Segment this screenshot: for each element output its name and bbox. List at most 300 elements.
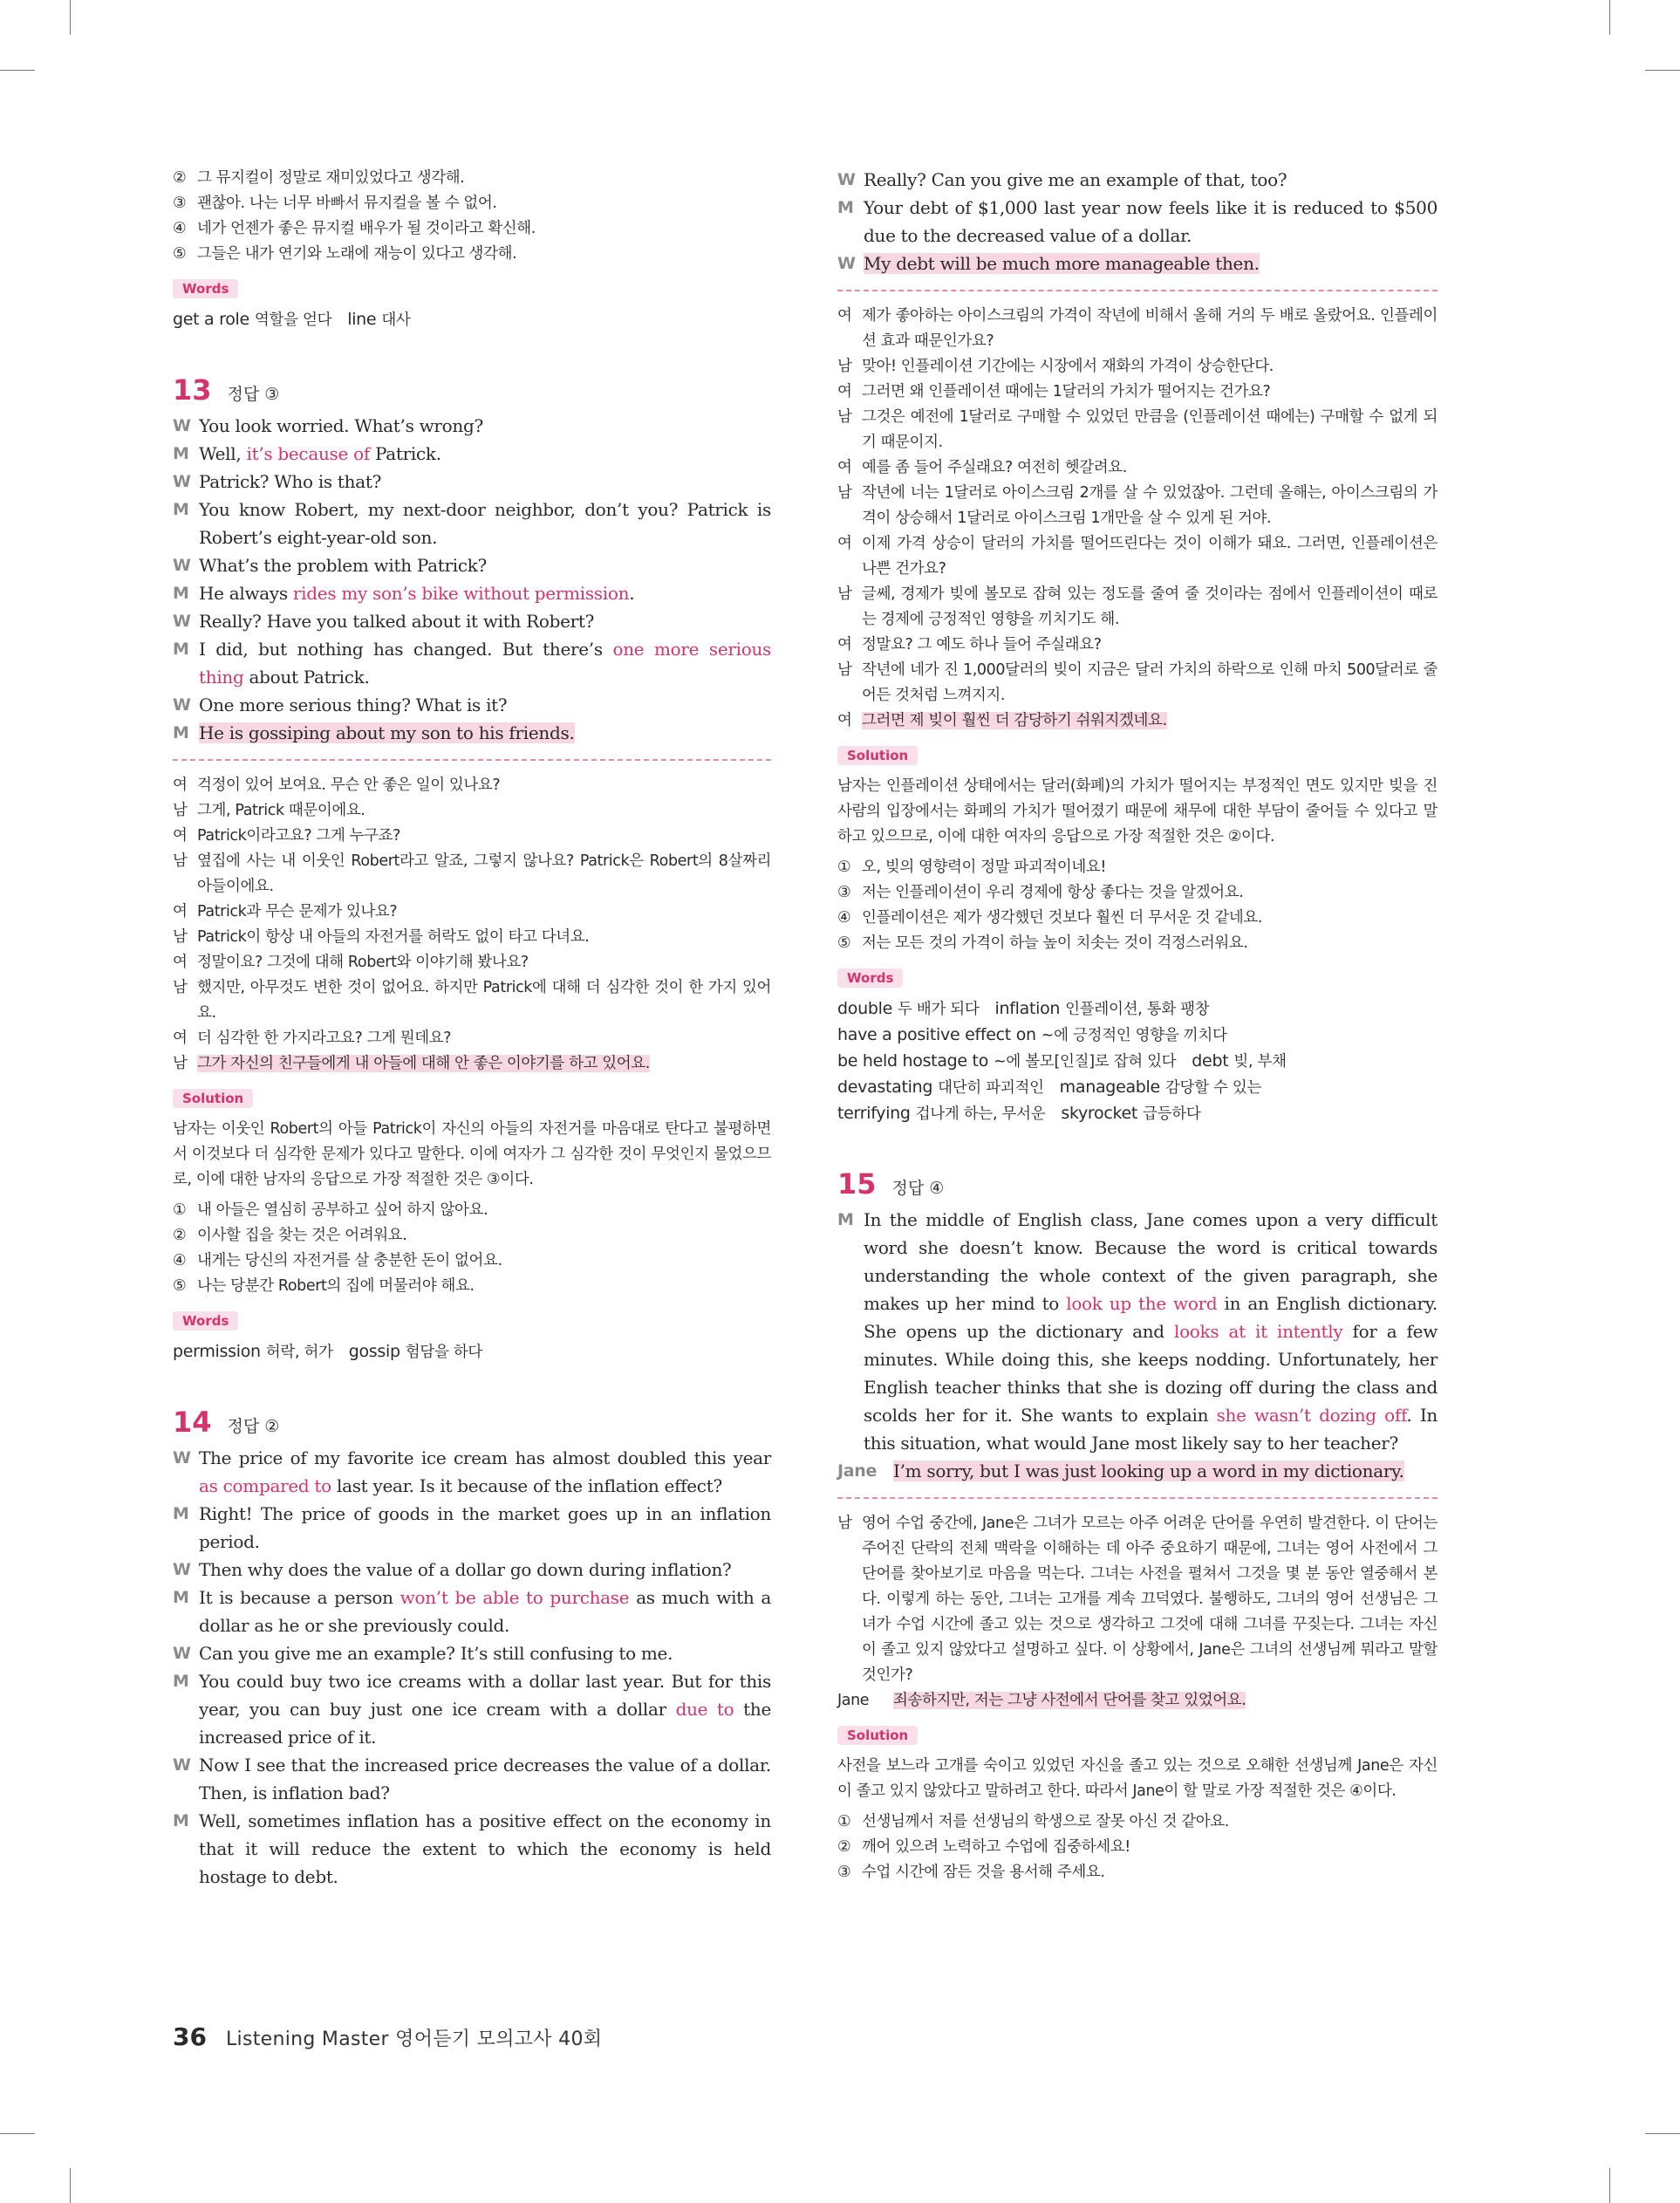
text-run: You look worried. What’s wrong? [199, 415, 483, 436]
text-run: 작년에 네가 진 1,000달러의 빚이 지금은 달러 가치의 하락으로 인해 마치 500달러로 줄어든 것처럼 느껴지지. [862, 661, 1438, 704]
word-meaning: 대단히 파괴적인 [938, 1079, 1044, 1097]
dialogue-text [197, 950, 771, 975]
dialogue-line [173, 950, 771, 975]
text-run: One more serious thing? What is it? [199, 694, 508, 715]
dialogue-text [199, 468, 771, 496]
speaker-label: W [173, 556, 191, 575]
text-run: last year. Is it because of the inflation effect? [331, 1475, 722, 1496]
words-row [837, 1049, 1438, 1075]
q14-solution-badge: Solution [837, 746, 918, 765]
dialogue-text [197, 1051, 771, 1077]
dialogue-text [862, 633, 1438, 658]
speaker-label: 남 [837, 358, 852, 375]
q13-solution-badge: Solution [173, 1089, 253, 1108]
speaker-label: 여 [837, 459, 852, 476]
word-term: debt [1192, 1051, 1229, 1071]
speaker-label: 남 [837, 585, 852, 603]
option-marker: ① [173, 1201, 187, 1219]
q13-korean-script [173, 773, 771, 1077]
dialogue-line [173, 1051, 771, 1077]
q13-solution-text: 남자는 이웃인 Robert의 아들 Patrick이 자신의 아들의 자전거를 마음대로 탄다고 불평하면서 이것보다 더 심각한 문제가 있다고 말한다. 이에 여자가 그 심각한 것이 무엇인지 물었으므로, 이에 대한 남자의 응답으로 가장 적절한 것은 ③이다. [173, 1120, 771, 1188]
answer-highlight: I’m sorry, but I was just looking up a word in my dictionary. [893, 1461, 1404, 1481]
speaker-label: M [173, 584, 189, 603]
q14-words-badge: Words [837, 968, 903, 988]
text-run: in an English dictionary. She opens up the dictionary and [864, 1293, 1438, 1342]
text-run: Really? Have you talked about it with Robert? [199, 611, 595, 632]
page-footer [173, 2022, 602, 2051]
speaker-label: 여 [173, 1030, 188, 1047]
text-run: 정말이요? 그것에 대해 Robert와 이야기해 봤나요? [197, 954, 529, 971]
text-run: . [629, 583, 635, 604]
speaker-label: Jane [837, 1692, 870, 1709]
dialogue-line [173, 773, 771, 798]
speaker-label: W [173, 1644, 191, 1663]
text-run: 맞아! 인플레이션 기간에는 시장에서 재화의 가격이 상승한단다. [862, 358, 1274, 375]
option-item [173, 191, 771, 216]
q12-words-badge: Words [173, 279, 238, 298]
option-item [173, 216, 771, 242]
speaker-label: M [173, 723, 189, 742]
answer-highlight: He is gossiping about my son to his friends. [199, 722, 575, 743]
option-text: 오, 빚의 영향력이 정말 파괴적이네요! [862, 859, 1107, 876]
option-item [173, 242, 771, 267]
word-term: line [347, 310, 377, 329]
q14-options [837, 855, 1438, 956]
option-marker: ③ [837, 1864, 851, 1881]
dialogue-text [862, 304, 1438, 354]
text-run: Right! The price of goods in the market goes up in an inflation period. [199, 1503, 771, 1552]
speaker-label: W [173, 612, 191, 631]
q15-solution-text: 사전을 보느라 고개를 숙이고 있었던 자신을 졸고 있는 것으로 오해한 선생님께 Jane은 자신이 졸고 있지 않았다고 말하려고 한다. 따라서 Jane이 할 말로 가장 적절한 것은 ④이다. [837, 1757, 1438, 1800]
q12-words [173, 307, 771, 333]
option-marker: ④ [837, 909, 851, 927]
key-phrase: looks at it intently [1173, 1321, 1343, 1342]
speaker-label: M [837, 1210, 854, 1229]
key-phrase: rides my son’s bike without permission [292, 583, 630, 604]
dialogue-line [173, 798, 771, 824]
option-item [837, 931, 1438, 956]
dialogue-line [173, 1500, 771, 1556]
speaker-label: M [837, 198, 854, 217]
text-run: 그게, Patrick 때문이에요. [197, 802, 365, 819]
dialogue-text [197, 975, 771, 1026]
dialogue-line [837, 1511, 1438, 1688]
dialogue-text [862, 455, 1438, 481]
text-run: 옆집에 사는 내 이웃인 Robert라고 알죠, 그렇지 않나요? Patrick은 Robert의 8살짜리 아들이에요. [197, 852, 771, 895]
dialogue-line [837, 531, 1438, 582]
dialogue-text [197, 798, 771, 824]
speaker-label: 남 [173, 1055, 188, 1072]
speaker-label: W [837, 170, 856, 189]
text-run: In the middle of English class, Jane comes upon a very difficult word she doesn’t know. Because the word is critical towards understanding the whole context of the given paragraph, she makes up her mind to [864, 1209, 1438, 1314]
q14-solution-text: 남자는 인플레이션 상태에서는 달러(화폐)의 가치가 떨어지는 부정적인 면도 있지만 빚을 진 사람의 입장에서는 화폐의 가치가 떨어졌기 때문에 채무에 대한 부담이 줄어들 수 있다고 말하고 있으므로, 이에 대한 여자의 응답으로 가장 적절한 것은 ②이다. [837, 777, 1438, 845]
q15-korean-script [837, 1511, 1438, 1714]
text-run: about Patrick. [243, 667, 370, 688]
dialogue-text [199, 579, 771, 607]
dialogue-line [837, 405, 1438, 455]
answer-highlight: 죄송하지만, 저는 그냥 사전에서 단어를 찾고 있었어요. [893, 1692, 1246, 1709]
option-item [173, 166, 771, 191]
option-item [173, 1198, 771, 1223]
option-text: 그 뮤지컬이 정말로 재미있었다고 생각해. [197, 169, 465, 187]
option-marker: ⑤ [173, 245, 187, 263]
dialogue-line [837, 582, 1438, 633]
speaker-label: W [173, 472, 191, 491]
q15-divider [837, 1497, 1438, 1499]
q13-words [173, 1339, 771, 1365]
option-item [837, 1810, 1438, 1835]
text-run: 걱정이 있어 보여요. 무슨 안 좋은 일이 있나요? [197, 777, 501, 794]
dialogue-line [173, 975, 771, 1026]
dialogue-line [173, 440, 771, 468]
speaker-label: W [173, 695, 191, 715]
dialogue-text [864, 166, 1438, 194]
q15-number: 15 [837, 1167, 877, 1201]
word-term: inflation [994, 999, 1061, 1018]
page-number: 36 [173, 2022, 207, 2051]
text-run: He always [199, 583, 293, 604]
text-run: Well, [199, 443, 247, 464]
dialogue-text [862, 531, 1438, 582]
text-run: as much with a dollar as he or she previously could. [199, 1587, 771, 1636]
speaker-label: W [173, 416, 191, 435]
dialogue-text [893, 1457, 1438, 1485]
crop-mark-bottom-right-v [1609, 2168, 1610, 2203]
word-term: devastating [837, 1078, 933, 1097]
speaker-label: 여 [173, 903, 188, 920]
q14-divider [837, 290, 1438, 291]
text-run: Patrick이라고요? 그게 누구죠? [197, 827, 401, 845]
dialogue-line [837, 658, 1438, 708]
word-term: gossip [348, 1342, 400, 1361]
word-meaning: 험담을 하다 [405, 1344, 483, 1361]
speaker-label: 남 [837, 408, 852, 426]
q15-english-script [837, 1206, 1438, 1485]
dialogue-line [837, 1206, 1438, 1457]
dialogue-text [199, 1807, 771, 1891]
crop-mark-bottom-left-v [70, 2168, 71, 2203]
words-row [837, 996, 1438, 1023]
text-run: You could buy two ice creams with a dollar last year. But for this year, you can buy just one ice cream with a dollar [199, 1671, 771, 1720]
option-text: 저는 인플레이션이 우리 경제에 항상 좋다는 것을 알겠어요. [862, 884, 1244, 901]
dialogue-text [197, 900, 771, 925]
text-run: Patrick과 무슨 문제가 있나요? [197, 903, 398, 920]
dialogue-line [173, 849, 771, 900]
dialogue-text [199, 551, 771, 579]
text-run: 더 심각한 한 가지라고요? 그게 뭔데요? [197, 1030, 452, 1047]
dialogue-text [199, 1667, 771, 1751]
speaker-label: W [173, 1755, 191, 1775]
option-text: 수업 시간에 잠든 것을 용서해 주세요. [862, 1864, 1105, 1881]
speaker-label: 여 [837, 307, 852, 325]
dialogue-line [173, 1639, 771, 1667]
speaker-label: W [173, 1448, 191, 1468]
word-term: be held hostage to [837, 1051, 989, 1071]
text-run: 작년에 너는 1달러로 아이스크림 2개를 살 수 있었잖아. 그런데 올해는, 아이스크림의 가격이 상승해서 1달러로 아이스크림 1개만을 살 수 있게 된 거야. [862, 484, 1438, 527]
text-run: for a few minutes. While doing this, she keeps nodding. Unfortunately, her English teacher thinks that she is dozing off during the class and scolds her for it. She wants to explain [864, 1321, 1438, 1426]
speaker-label: 남 [837, 661, 852, 679]
text-run: Can you give me an example? It’s still confusing to me. [199, 1643, 673, 1664]
q14-korean-script [837, 304, 1438, 734]
crop-mark-top-right-v [1609, 0, 1610, 35]
dialogue-line [173, 635, 771, 691]
answer-highlight: 그가 자신의 친구들에게 내 아들에 대해 안 좋은 이야기를 하고 있어요. [197, 1055, 650, 1072]
dialogue-line [837, 380, 1438, 405]
option-item [173, 1223, 771, 1249]
option-text: 저는 모든 것의 가격이 하늘 높이 치솟는 것이 걱정스러워요. [862, 934, 1248, 952]
speaker-label: Jane [837, 1461, 878, 1481]
option-text: 깨어 있으려 노력하고 수업에 집중하세요! [862, 1838, 1130, 1856]
q14-words [837, 996, 1438, 1127]
option-text: 내 아들은 열심히 공부하고 싶어 하지 않아요. [197, 1201, 488, 1219]
q13-number: 13 [173, 373, 212, 407]
text-run: I did, but nothing has changed. But there’s [199, 639, 613, 660]
word-meaning: 급등하다 [1143, 1105, 1201, 1123]
dialogue-text [864, 194, 1438, 250]
option-item [837, 880, 1438, 906]
word-term: manageable [1059, 1078, 1160, 1097]
dialogue-text [864, 250, 1438, 277]
words-row [173, 1339, 771, 1365]
dialogue-text [862, 708, 1438, 734]
answer-highlight: My debt will be much more manageable then. [864, 253, 1260, 274]
dialogue-text [862, 1511, 1438, 1688]
dialogue-line [837, 194, 1438, 250]
speaker-label: M [173, 1672, 189, 1691]
option-item [173, 1274, 771, 1299]
word-meaning: ~에 볼모[인질]로 잡혀 있다 [994, 1053, 1177, 1071]
speaker-label: 여 [173, 827, 188, 845]
key-phrase: due to [675, 1699, 734, 1720]
option-marker: ② [837, 1838, 851, 1856]
text-run: The price of my favorite ice cream has almost doubled this year [199, 1447, 771, 1468]
option-text: 네가 언젠가 좋은 뮤지컬 배우가 될 것이라고 확신해. [197, 220, 536, 237]
speaker-label: 남 [173, 928, 188, 946]
dialogue-line [837, 354, 1438, 380]
word-meaning: 겁나게 하는, 무서운 [915, 1105, 1046, 1123]
text-run: Patrick이 항상 내 아들의 자전거를 허락도 없이 타고 다녀요. [197, 928, 590, 946]
text-run: Your debt of $1,000 last year now feels like it is reduced to $500 due to the decreased value of a dollar. [864, 197, 1438, 246]
word-meaning: 인플레이션, 통화 팽창 [1065, 1001, 1210, 1018]
q14-number: 14 [173, 1406, 212, 1439]
text-run: You know Robert, my next-door neighbor, don’t you? Patrick is Robert’s eight-year-old son. [199, 499, 771, 548]
dialogue-text [862, 380, 1438, 405]
dialogue-line [837, 304, 1438, 354]
q13-header [173, 373, 771, 407]
word-term: permission [173, 1342, 261, 1361]
dialogue-text [199, 1444, 771, 1500]
word-term: terrifying [837, 1104, 911, 1123]
option-marker: ② [173, 1227, 187, 1244]
speaker-label: M [173, 444, 189, 463]
speaker-label: 여 [837, 712, 852, 729]
key-phrase: it’s because of [246, 443, 370, 464]
dialogue-line [173, 496, 771, 551]
option-item [837, 855, 1438, 880]
crop-mark-top-right-h [1645, 70, 1680, 71]
q14-english-script-continued [837, 166, 1438, 277]
speaker-label: M [173, 1504, 189, 1523]
speaker-label: M [173, 1588, 189, 1607]
q14-header [173, 1406, 771, 1439]
word-term: get a role [173, 310, 249, 329]
dialogue-line [837, 1457, 1438, 1485]
option-text: 인플레이션은 제가 생각했던 것보다 훨씬 더 무서운 것 같네요. [862, 909, 1263, 927]
dialogue-text [199, 719, 771, 747]
words-row [837, 1023, 1438, 1049]
dialogue-line [173, 468, 771, 496]
speaker-label: M [173, 500, 189, 519]
option-text: 나는 당분간 Robert의 집에 머물러야 해요. [197, 1277, 475, 1295]
text-run: Patrick? Who is that? [199, 471, 382, 492]
text-run: 그러면 왜 인플레이션 때에는 1달러의 가치가 떨어지는 건가요? [862, 383, 1271, 400]
text-run: the increased price of it. [199, 1699, 772, 1748]
option-text: 내게는 당신의 자전거를 살 충분한 돈이 없어요. [197, 1252, 502, 1269]
dialogue-line [173, 607, 771, 635]
right-column [837, 166, 1438, 1885]
option-marker: ① [837, 859, 851, 876]
words-row [837, 1101, 1438, 1127]
text-run: What’s the problem with Patrick? [199, 555, 487, 576]
text-run: Then why does the value of a dollar go down during inflation? [199, 1559, 732, 1580]
speaker-label: 남 [173, 852, 188, 870]
dialogue-line [173, 925, 771, 950]
text-run: Well, sometimes inflation has a positive effect on the economy in that it will reduce the extent to which the economy is held hostage to debt. [199, 1810, 771, 1887]
speaker-label: 여 [173, 777, 188, 794]
dialogue-line [173, 1026, 771, 1051]
word-term: double [837, 999, 892, 1018]
speaker-label: M [173, 640, 189, 659]
word-meaning: 대사 [381, 311, 411, 329]
key-phrase: one more serious thing [199, 639, 771, 688]
word-meaning: 역할을 얻다 [254, 311, 332, 329]
speaker-label: 남 [173, 802, 188, 819]
dialogue-text [199, 412, 771, 440]
dialogue-line [837, 166, 1438, 194]
word-term: skyrocket [1061, 1104, 1138, 1123]
word-term: have a positive effect on [837, 1025, 1036, 1044]
q12-options [173, 166, 771, 267]
dialogue-text [199, 1556, 771, 1584]
dialogue-line [173, 579, 771, 607]
dialogue-line [837, 481, 1438, 531]
text-run: . In this situation, what would Jane most likely say to her teacher? [864, 1405, 1438, 1454]
option-text: 괜찮아. 나는 너무 바빠서 뮤지컬을 볼 수 없어. [197, 195, 497, 212]
word-meaning: 감당할 수 있는 [1164, 1079, 1262, 1097]
text-run: 정말요? 그 예도 하나 들어 주실래요? [862, 636, 1102, 653]
q15-header [837, 1167, 1438, 1201]
text-run: 영어 수업 중간에, Jane은 그녀가 모르는 아주 어려운 단어를 우연히 발견한다. 이 단어는 주어진 단락의 전체 맥락을 이해하는 데 아주 중요하기 때문에, 그녀는 영어 사전에서 그 단어를 찾아보기로 마음을 먹는다. 그녀는 사전을 펼쳐서 그것을 몇 분 동안 열중해서 본다. 이렇게 하는 동안, 그녀는 고개를 계속 끄덕였다. 불행하도, 그녀의 영어 선생님은 그녀가 수업 시간에 졸고 있는 것으로 생각하고 그것에 대해 그녀를 꾸짖는다. 그녀는 자신이 졸고 있지 않았다고 설명하고 싶다. 이 상황에서, Jane은 그녀의 선생님께 뭐라고 말할 것인가? [862, 1515, 1438, 1684]
dialogue-text [197, 1026, 771, 1051]
text-run: Now I see that the increased price decreases the value of a dollar. Then, is inflation bad? [199, 1755, 771, 1803]
dialogue-text [862, 354, 1438, 380]
words-row [173, 307, 771, 333]
q13-answer: 정답 ③ [227, 385, 280, 404]
dialogue-line [837, 1688, 1438, 1714]
word-meaning: 허락, 허가 [265, 1344, 333, 1361]
key-phrase: as compared to [199, 1475, 331, 1496]
option-marker: ④ [173, 220, 187, 237]
dialogue-text [199, 635, 771, 691]
dialogue-text [862, 481, 1438, 531]
dialogue-text [862, 405, 1438, 455]
text-run: 예를 좀 들어 주실래요? 여전히 헷갈려요. [862, 459, 1127, 476]
q13-options [173, 1198, 771, 1299]
q15-options [837, 1810, 1438, 1885]
text-run: 제가 좋아하는 아이스크림의 가격이 작년에 비해서 올해 거의 두 배로 올랐어요. 인플레이션 효과 때문인가요? [862, 307, 1438, 350]
dialogue-line [173, 412, 771, 440]
crop-mark-top-left-v [70, 0, 71, 35]
word-meaning: ~에 긍정적인 영향을 끼치다 [1041, 1027, 1227, 1044]
option-marker: ② [173, 169, 187, 187]
q15-solution-badge: Solution [837, 1726, 918, 1745]
text-run: 글쎄, 경제가 빚에 볼모로 잡혀 있는 정도를 줄여 줄 것이라는 점에서 인플레이션이 때로는 경제에 긍정적인 영향을 끼치기도 해. [862, 585, 1438, 628]
dialogue-text [864, 1206, 1438, 1457]
option-text: 그들은 내가 연기와 노래에 재능이 있다고 생각해. [197, 245, 517, 263]
speaker-label: 여 [837, 636, 852, 653]
dialogue-line [837, 708, 1438, 734]
q14-answer: 정답 ② [227, 1417, 280, 1436]
speaker-label: 남 [837, 484, 852, 502]
dialogue-text [862, 658, 1438, 708]
crop-mark-bottom-left-h [0, 2133, 35, 2134]
option-item [837, 1860, 1438, 1885]
key-phrase: won’t be able to purchase [400, 1587, 630, 1608]
words-row [837, 1075, 1438, 1101]
option-item [173, 1249, 771, 1274]
text-run: 이제 가격 상승이 달러의 가치를 떨어뜨린다는 것이 이해가 돼요. 그러면, 인플레이션은 나쁜 건가요? [862, 535, 1438, 578]
dialogue-text [199, 1584, 771, 1639]
dialogue-line [837, 455, 1438, 481]
dialogue-line [173, 1807, 771, 1891]
q13-words-badge: Words [173, 1311, 238, 1331]
option-marker: ① [837, 1813, 851, 1830]
dialogue-line [173, 1667, 771, 1751]
option-item [837, 906, 1438, 931]
dialogue-line [173, 900, 771, 925]
option-item [837, 1835, 1438, 1860]
word-meaning: 두 배가 되다 [897, 1001, 980, 1018]
dialogue-text [199, 1751, 771, 1807]
answer-highlight: 그러면 제 빚이 훨씬 더 감당하기 쉬워지겠네요. [862, 712, 1167, 729]
dialogue-text [199, 607, 771, 635]
dialogue-text [862, 582, 1438, 633]
option-marker: ③ [837, 884, 851, 901]
speaker-label: 여 [173, 954, 188, 971]
dialogue-text [197, 925, 771, 950]
key-phrase: she wasn’t dozing off [1216, 1405, 1407, 1426]
speaker-label: 남 [837, 1515, 852, 1532]
speaker-label: M [173, 1811, 189, 1830]
option-marker: ④ [173, 1252, 187, 1269]
dialogue-line [173, 824, 771, 849]
crop-mark-top-left-h [0, 70, 35, 71]
text-run: Really? Can you give me an example of that, too? [864, 169, 1287, 190]
dialogue-line [173, 551, 771, 579]
dialogue-text [199, 691, 771, 719]
speaker-label: 여 [837, 535, 852, 552]
dialogue-text [197, 824, 771, 849]
dialogue-text [197, 849, 771, 900]
dialogue-line [173, 719, 771, 747]
speaker-label: W [837, 254, 856, 273]
speaker-label: 여 [837, 383, 852, 400]
dialogue-text [199, 1500, 771, 1556]
option-marker: ⑤ [837, 934, 851, 952]
dialogue-line [173, 1556, 771, 1584]
dialogue-text [199, 440, 771, 468]
left-column [173, 166, 771, 1891]
